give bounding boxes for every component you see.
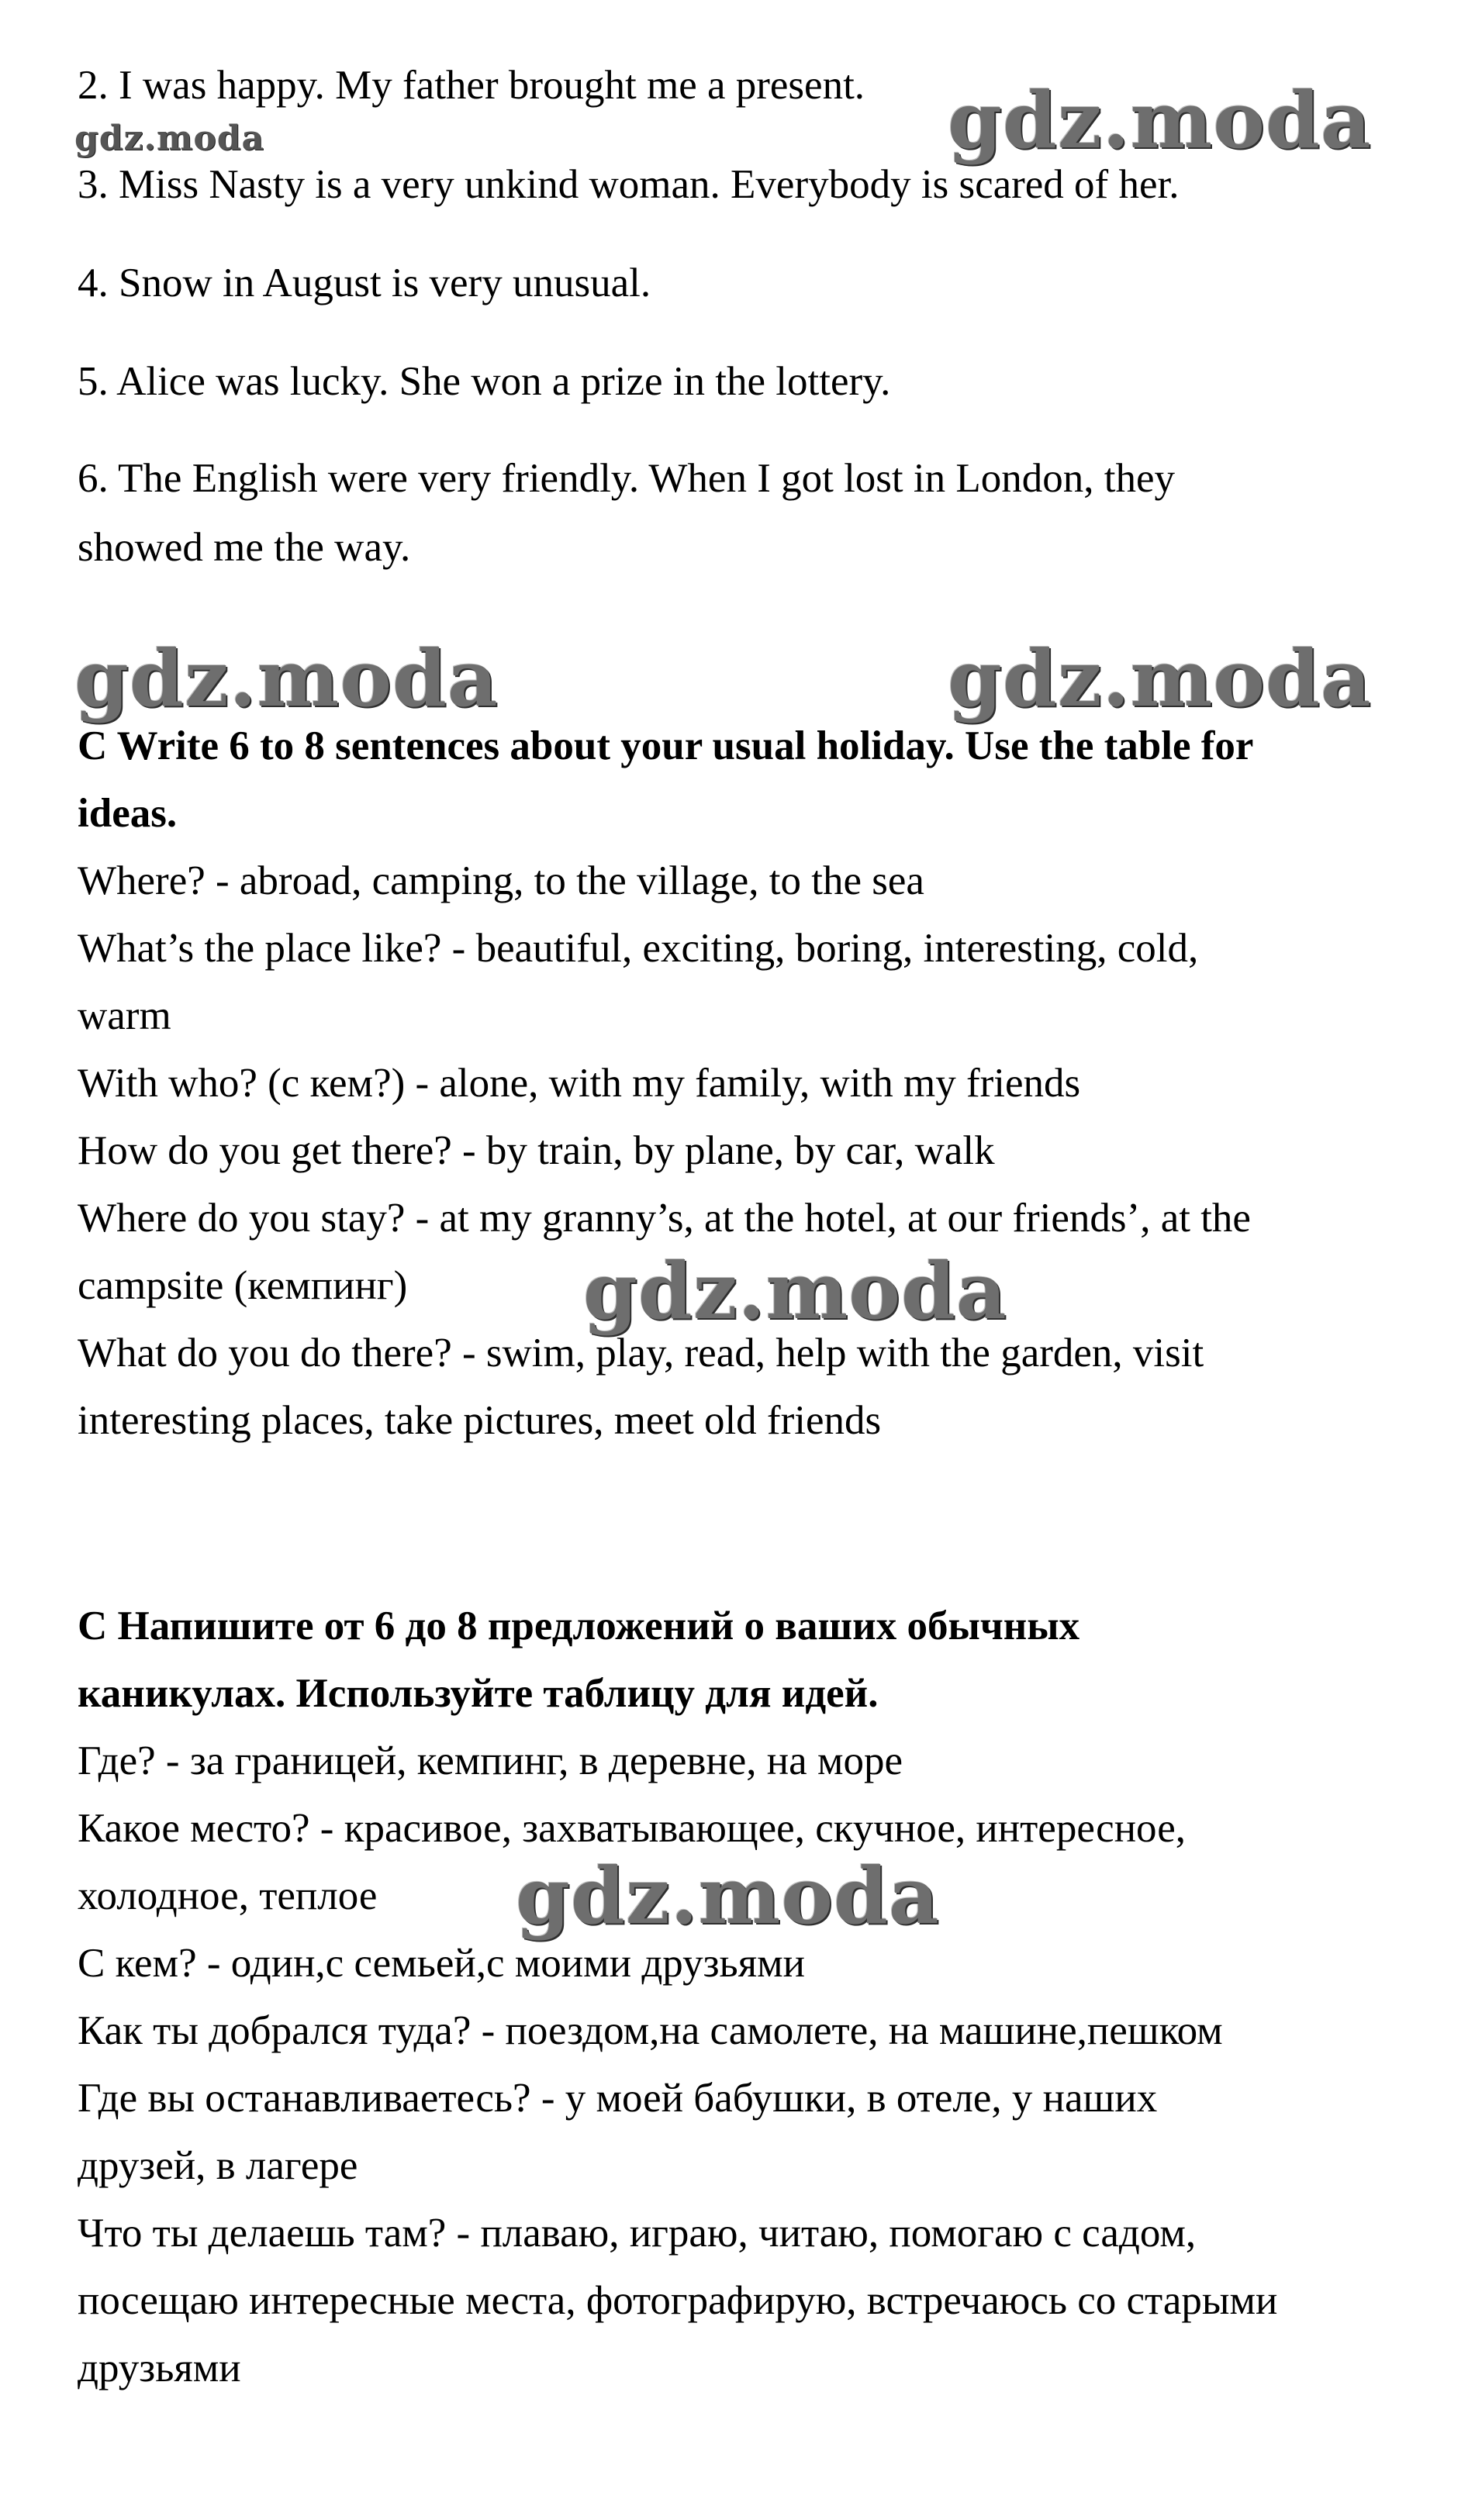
exercise-c-line-where: Where? - abroad, camping, to the village, to the sea — [78, 858, 924, 903]
watermark-center: gdz.moda — [583, 1245, 1007, 1337]
exercise-c-line-stay: Where do you stay? - at my granny’s, at the hotel, at our friends’, at the — [78, 1196, 1251, 1241]
exercise-c-ru-line-activities-end: друзьями — [78, 2346, 241, 2391]
exercise-c-ru-line-stay: Где вы останавливаетесь? - у моей бабушки, в отеле, у наших — [78, 2076, 1158, 2121]
exercise-b-item-6-continued: showed me the way. — [78, 525, 411, 570]
exercise-b-item-4: 4. Snow in August is very unusual. — [78, 261, 651, 306]
exercise-b-item-5: 5. Alice was lucky. She won a prize in the lottery. — [78, 359, 891, 404]
exercise-c-ru-line-place: Какое место? - красивое, захватывающее, скучное, интересное, — [78, 1806, 1186, 1851]
exercise-b-item-3: 3. Miss Nasty is a very unkind woman. Everybody is scared of her. — [78, 162, 1180, 207]
exercise-c-ru-line-stay-continued: друзей, в лагере — [78, 2143, 358, 2188]
exercise-c-line-with-who: With who? (с кем?) - alone, with my family, with my friends — [78, 1061, 1081, 1106]
watermark-small: gdz.moda — [74, 119, 265, 158]
exercise-c-line-place: What’s the place like? - beautiful, exciting, boring, interesting, cold, — [78, 926, 1199, 971]
exercise-b-item-2: 2. I was happy. My father brought me a present. — [78, 63, 865, 108]
exercise-c-ru-line-activities-continued: посещаю интересные места, фотографирую, встречаюсь со старыми — [78, 2278, 1278, 2323]
exercise-c-ru-line-transport: Как ты добрался туда? - поездом,на самолете, на машине,пешком — [78, 2008, 1223, 2053]
exercise-c-line-activities-continued: interesting places, take pictures, meet old friends — [78, 1398, 882, 1443]
exercise-c-ru-line-with-who: С кем? - один,с семьей,с моими друзьями — [78, 1941, 805, 1986]
watermark-top-right: gdz.moda — [948, 74, 1372, 166]
exercise-c-ru-heading-continued: каникулах. Используйте таблицу для идей. — [78, 1671, 879, 1716]
exercise-c-ru-heading: С Напишите от 6 до 8 предложений о ваших обычных — [78, 1603, 1080, 1648]
exercise-c-line-transport: How do you get there? - by train, by plane, by car, walk — [78, 1128, 995, 1173]
exercise-c-ru-line-where: Где? - за границей, кемпинг, в деревне, на море — [78, 1738, 903, 1783]
exercise-c-heading-continued: ideas. — [78, 791, 178, 836]
exercise-c-line-activities: What do you do there? - swim, play, read, help with the garden, visit — [78, 1331, 1204, 1376]
exercise-c-ru-line-place-continued: холодное, теплое — [78, 1873, 378, 1918]
watermark-lower-center: gdz.moda — [516, 1850, 940, 1942]
exercise-c-line-stay-continued: campsite (кемпинг) — [78, 1263, 408, 1308]
exercise-c-ru-line-activities: Что ты делаешь там? - плаваю, играю, читаю, помогаю с садом, — [78, 2211, 1197, 2256]
exercise-b-item-6: 6. The English were very friendly. When I got lost in London, they — [78, 456, 1176, 501]
watermark-mid-right: gdz.moda — [948, 633, 1372, 724]
exercise-c-line-place-continued: warm — [78, 993, 171, 1038]
exercise-c-heading: C Write 6 to 8 sentences about your usual holiday. Use the table for — [78, 723, 1254, 768]
watermark-mid-left: gdz.moda — [74, 633, 499, 724]
